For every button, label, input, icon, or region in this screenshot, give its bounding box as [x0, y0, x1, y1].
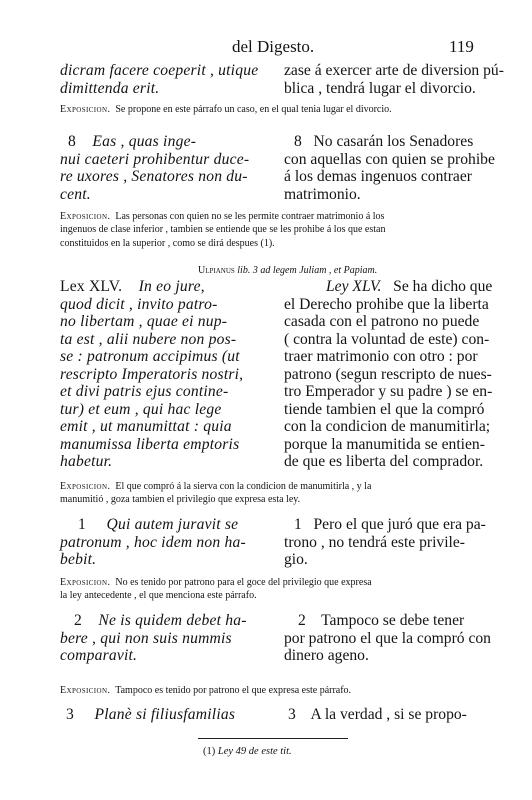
text-line-body: Pero el que juró que era pa- — [313, 516, 486, 533]
text-line: quod dicit , invito patro- — [60, 295, 218, 313]
text-line: no libertam , quae ei nup- — [60, 313, 228, 330]
text-line — [284, 278, 492, 296]
text-line — [60, 612, 247, 630]
ley-heading: Ley XLV. — [326, 278, 382, 295]
text-line — [284, 706, 467, 724]
exposition-text: No es tenido por patrono para el goce del privilegio que expresa — [115, 577, 372, 588]
para-number: 3 — [66, 706, 74, 723]
exposition-text: Las personas con quien no se les permite contraer matrimonio á los — [115, 211, 385, 222]
text-line-body: A la verdad , si se propo- — [310, 706, 467, 723]
text-line-body: No casarán los Senadores — [313, 133, 474, 150]
text-line — [60, 576, 372, 589]
text-line — [284, 612, 491, 630]
exposition-label: Exposicion. — [60, 211, 111, 222]
text-line-body: Se ha dicho que — [393, 278, 493, 295]
text-line: con aquellas con quien se prohibe — [284, 150, 495, 168]
lex45-spanish — [284, 278, 492, 471]
text-line — [284, 516, 486, 534]
para1-latin — [60, 516, 246, 569]
para2-spanish — [284, 612, 491, 665]
text-line-body: Qui autem juravit se — [106, 516, 239, 533]
text-line: trono , no tendrá este privile- — [284, 533, 466, 551]
lex45-latin — [60, 278, 243, 471]
footnote — [203, 746, 292, 757]
text-line: dicram facere coeperit , utique — [60, 62, 259, 79]
exposition-label: Exposicion. — [60, 685, 111, 696]
text-line: manumitió , goza tambien el privilegio que expresa esta ley. — [60, 494, 301, 506]
para3-latin — [60, 706, 235, 724]
text-line-body: Ne is quidem debet ha- — [98, 612, 247, 629]
exposition-text: Se propone en este párrafo un caso, en el qual tenia lugar el divorcio. — [115, 104, 392, 115]
exposition-2 — [60, 210, 385, 250]
text-line: ingenuos de clase inferior , tambien se entiende que se les prohibe á los que estan — [60, 224, 386, 236]
text-line: de que es liberta del comprador. — [284, 453, 484, 470]
exposition-3 — [60, 480, 371, 507]
source-citation — [198, 265, 377, 276]
text-line: habetur. — [60, 453, 113, 470]
para-number: 2 — [74, 612, 82, 629]
exposition-label: Exposicion. — [60, 481, 111, 492]
text-line: comparavit. — [60, 647, 138, 664]
text-line: porque la manumitida se entien- — [284, 435, 485, 453]
text-line: ta est , alii nubere non pos- — [60, 330, 237, 348]
text-line: constituidos en la superior , como se dirá despues (1). — [60, 237, 275, 249]
para2-latin — [60, 612, 247, 665]
text-line: blica , tendrá lugar el divorcio. — [284, 79, 476, 97]
lex-heading: Lex XLV. — [60, 278, 123, 295]
para-number: 3 — [288, 706, 296, 723]
text-line: tro Emperador y su padre ) se en- — [284, 383, 493, 400]
para3-spanish — [284, 706, 467, 724]
text-line: se : patronum accipimus (ut — [60, 348, 240, 365]
text-line: zase á exercer arte de diversion pú- — [284, 62, 504, 79]
exposition-text: Tampoco es tenido por patrono el que expresa este párrafo. — [115, 685, 352, 696]
text-line — [60, 133, 249, 151]
para8-latin — [60, 133, 249, 203]
footnote-text: Ley 49 de este tit. — [217, 746, 292, 757]
text-line — [284, 133, 495, 151]
text-line: casada con el patrono no puede — [284, 313, 480, 330]
text-line: la ley antecedente , el que menciona este párrafo. — [60, 590, 257, 602]
exposition-text: El que compró á la sierva con la condicion de manumitirla , y la — [115, 481, 372, 492]
text-line: traer matrimonio con otro : por — [284, 348, 478, 365]
text-line: gio. — [284, 551, 308, 568]
text-line: tur) et eum , qui hac lege — [60, 400, 222, 418]
text-line-body: Planè si filiusfamilias — [94, 706, 236, 723]
text-line: patrono (segun rescripto de nues- — [284, 365, 492, 383]
text-line: bebit. — [60, 551, 97, 568]
para-number: 8 — [68, 133, 76, 150]
text-line — [60, 706, 235, 724]
text-line: el Derecho prohibe que la liberta — [284, 295, 489, 313]
exposition-4 — [60, 576, 372, 603]
running-title: del Digesto. — [232, 37, 315, 56]
text-line: tiende tambien el que la compró — [284, 400, 485, 418]
text-line: patronum , hoc idem non ha- — [60, 533, 246, 551]
text-line: nui caeteri prohibentur duce- — [60, 150, 250, 168]
footnote-rule — [198, 738, 348, 739]
text-line-body: In eo jure, — [138, 278, 205, 295]
text-line: matrimonio. — [284, 185, 361, 203]
exposition-5 — [60, 684, 351, 697]
continuation-spanish — [284, 62, 504, 97]
continuation-latin — [60, 62, 258, 97]
para-number: 8 — [294, 133, 302, 150]
text-line: por patrono el que la compró con — [284, 629, 491, 647]
text-line — [60, 480, 371, 493]
text-line-body: Eas , quas inge- — [92, 133, 197, 150]
text-line: manumissa liberta emptoris — [60, 435, 240, 453]
para-number: 1 — [294, 516, 302, 533]
text-line: rescripto Imperatoris nostri, — [60, 365, 244, 383]
text-line: cent. — [60, 185, 91, 203]
footnote-mark: (1) — [203, 746, 216, 757]
exposition-label: Exposicion. — [60, 577, 111, 588]
text-line: bere , qui non suis nummis — [60, 629, 232, 647]
text-line — [60, 684, 351, 697]
para8-spanish — [284, 133, 495, 203]
text-line-body: Tampoco se debe tener — [321, 612, 465, 629]
text-line: ( contra la voluntad de este) con- — [284, 330, 490, 348]
para-number: 1 — [78, 516, 86, 533]
text-line: emit , ut manumittat : quia — [60, 418, 232, 435]
text-line: re uxores , Senatores non du- — [60, 168, 248, 185]
text-line: dinero ageno. — [284, 647, 369, 664]
text-line: á los demas ingenuos contraer — [284, 168, 472, 185]
source-reference: lib. 3 ad legem Juliam , et Papiam. — [237, 265, 378, 276]
text-line — [60, 210, 385, 223]
text-line — [60, 103, 392, 116]
text-line — [60, 278, 243, 296]
page-number: 119 — [449, 37, 474, 56]
para-number: 2 — [298, 612, 306, 629]
source-author: Ulpianus — [198, 265, 235, 276]
exposition-1 — [60, 103, 392, 116]
text-line: et divi patris ejus contine- — [60, 383, 229, 400]
text-line — [60, 516, 246, 534]
exposition-label: Exposicion. — [60, 104, 111, 115]
text-line: con la condicion de manumitirla; — [284, 418, 491, 435]
para1-spanish — [284, 516, 486, 569]
text-line: dimittenda erit. — [60, 79, 160, 97]
